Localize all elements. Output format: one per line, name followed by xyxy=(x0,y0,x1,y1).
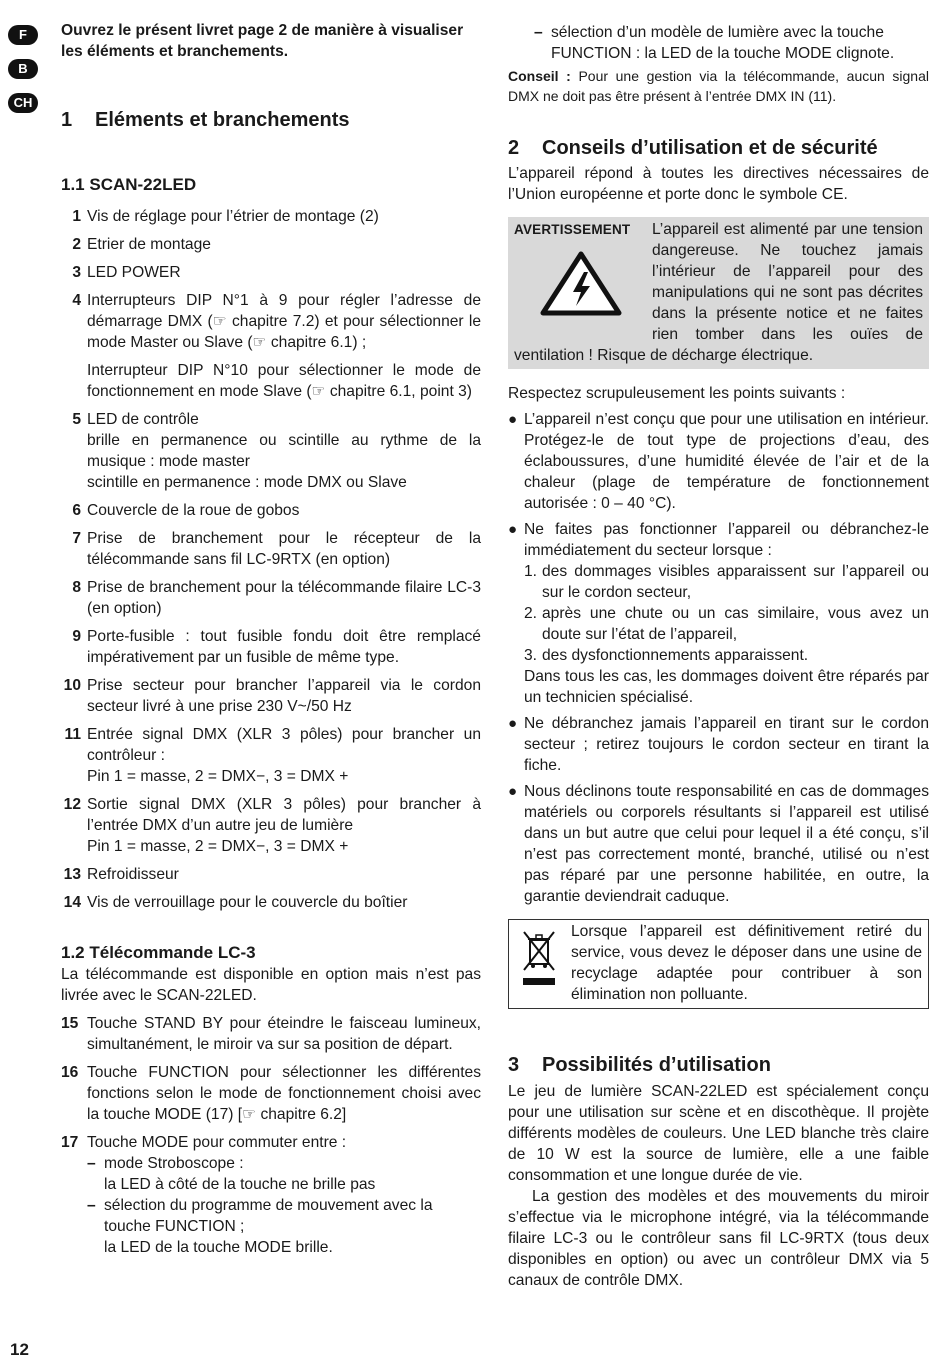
dash-mark: – xyxy=(534,24,543,41)
item-text: Prise de branchement pour le récepteur de la télécommande sans fil LC-9RTX (en option) xyxy=(87,530,481,568)
item-number: 14 xyxy=(63,894,81,911)
dash-text: mode Stroboscope : la LED à côté de la touche ne brille pas xyxy=(104,1155,376,1193)
item-text: Touche FUNCTION pour sélectionner les différentes fonctions selon le mode de fonctionnement choisi avec la touche MODE (17) [☞ chapitre 6.2] xyxy=(87,1064,481,1123)
list-item xyxy=(61,409,481,493)
item-text: Prise de branchement pour la télécommande filaire LC-3 (en option) xyxy=(87,579,481,617)
dash-item xyxy=(534,22,929,64)
ordered-text: des dommages visibles apparaissent sur l’appareil ou sur le cordon secteur, xyxy=(542,563,929,601)
list-item xyxy=(61,724,481,787)
item-number: 11 xyxy=(64,726,81,743)
dash-mark: – xyxy=(87,1155,96,1172)
item-number: 6 xyxy=(72,502,81,519)
bullet-text-continued: Dans tous les cas, les dommages doivent être réparés par un technicien spécialisé. xyxy=(524,668,929,706)
section-1-2-intro: La télécommande est disponible en option mais n’est pas livrée avec le SCAN-22LED. xyxy=(61,966,481,1004)
safety-bullet xyxy=(508,781,929,907)
item-text: Vis de verrouillage pour le couvercle du boîtier xyxy=(87,894,408,911)
language-badge-f: F xyxy=(8,25,38,45)
dash-item xyxy=(87,1195,481,1258)
item-text: Interrupteurs DIP N°1 à 9 pour régler l’adresse de démarrage DMX (☞ chapitre 7.2) et pour sélectionner le mode Master ou Slave (☞ chapitre 6.1) ; xyxy=(87,292,481,351)
warning-box xyxy=(508,217,929,369)
safety-bullet xyxy=(508,409,929,514)
dash-text: sélection d’un modèle de lumière avec la touche FUNCTION : la LED de la touche MODE clignote. xyxy=(551,24,895,62)
bullet-text: Ne faites pas fonctionner l’appareil ou débranchez-le immédiatement du secteur lorsque : xyxy=(524,521,929,559)
item-text: Sortie signal DMX (XLR 3 pôles) pour brancher à l’entrée DMX d’un autre jeu de lumière Pin 1 = masse, 2 = DMX−, 3 = DMX + xyxy=(87,796,481,855)
section-number: 2 xyxy=(508,137,520,159)
page-number: 12 xyxy=(10,1340,29,1359)
remote-list xyxy=(61,1013,481,1258)
list-item xyxy=(61,864,481,885)
item-number: 17 xyxy=(61,1134,79,1151)
item-number xyxy=(61,360,87,402)
list-item xyxy=(61,626,481,668)
item-text: Interrupteur DIP N°10 pour sélectionner le mode de fonctionnement en mode Slave (☞ chapitre 6.1, point 3) xyxy=(87,362,481,400)
item-text: Touche MODE pour commuter entre : xyxy=(87,1134,347,1151)
section-title: Possibilités d’utilisation xyxy=(542,1054,771,1076)
item-text: Refroidisseur xyxy=(87,866,179,883)
element-list xyxy=(61,206,481,913)
bullet-dot: ● xyxy=(508,411,518,428)
item-text: Prise secteur pour brancher l’appareil via le cordon secteur livré à une prise 230 V~/50 Hz xyxy=(87,677,481,715)
item-text: LED POWER xyxy=(87,264,181,281)
section-2-heading xyxy=(508,136,929,160)
tip-label: Conseil : xyxy=(508,68,571,84)
warning-text: L’appareil est alimenté par une tension dangereuse. Ne touchez jamais l’intérieur de l’appareil pour des manipulations qui ne sont pas décrites dans la présente notice et ne faites rien tomber dans les ouïes de ventilation ! Risque de décharge électrique. xyxy=(514,221,923,364)
item-text: Vis de réglage pour l’étrier de montage (2) xyxy=(87,208,379,225)
item-text: LED de contrôle brille en permanence ou scintille au rythme de la musique : mode master scintille en permanence : mode DMX ou Slave xyxy=(87,411,481,491)
list-item xyxy=(61,675,481,717)
item-number: 2 xyxy=(72,236,81,253)
recycling-text: Lorsque l’appareil est définitivement retiré du service, vous devez le déposer dans une usine de recyclage adaptée pour contribuer à son élimination non polluante. xyxy=(571,923,922,1003)
recycling-notice-box xyxy=(508,919,929,1009)
ordered-item xyxy=(524,603,929,645)
warning-label: AVERTISSEMENT xyxy=(514,222,631,237)
crossed-bin-icon xyxy=(519,926,559,990)
item-number: 12 xyxy=(63,796,81,813)
safety-bullet xyxy=(508,519,929,708)
tip-paragraph xyxy=(508,66,929,106)
section-1-2-heading: 1.2 Télécommande LC-3 xyxy=(61,943,256,962)
section-3-heading xyxy=(508,1053,929,1077)
item-text: Etrier de montage xyxy=(87,236,211,253)
list-item xyxy=(61,1013,481,1055)
list-item xyxy=(61,794,481,857)
section-title: Conseils d’utilisation et de sécurité xyxy=(542,137,878,159)
item-number: 1 xyxy=(72,208,81,225)
ordered-item xyxy=(524,561,929,603)
electric-hazard-icon xyxy=(540,250,622,316)
language-badge-ch: CH xyxy=(8,93,38,113)
item-text: Entrée signal DMX (XLR 3 pôles) pour brancher un contrôleur : Pin 1 = masse, 2 = DMX−, 3 = DMX + xyxy=(87,726,481,785)
bullet-dot: ● xyxy=(508,783,518,800)
section-title: Eléments et branchements xyxy=(95,109,350,131)
safety-bullet xyxy=(508,713,929,776)
section-1-1-heading: 1.1 SCAN-22LED xyxy=(61,175,197,194)
bullet-dot: ● xyxy=(508,521,518,538)
item-number: 10 xyxy=(63,677,81,694)
list-item xyxy=(61,500,481,521)
item-text: Couvercle de la roue de gobos xyxy=(87,502,300,519)
bullet-text: L’appareil n’est conçu que pour une utilisation en intérieur. Protégez-le de tout type de projections d’eau, des éclaboussures, d’une humidité élevée de l’air et de la chaleur (plage de température de fonctionnement autorisée : 0 – 40 °C). xyxy=(524,411,929,512)
list-item xyxy=(61,360,481,402)
list-item xyxy=(61,528,481,570)
list-item xyxy=(61,577,481,619)
dash-text: sélection du programme de mouvement avec la touche FUNCTION ; la LED de la touche MODE brille. xyxy=(104,1197,433,1256)
item-number: 9 xyxy=(72,628,81,645)
list-item xyxy=(61,892,481,913)
item-number: 5 xyxy=(72,411,81,428)
respect-text: Respectez scrupuleusement les points suivants : xyxy=(508,385,846,402)
section-number: 1 xyxy=(61,109,73,131)
list-item xyxy=(61,290,481,353)
ordered-number: 1. xyxy=(524,563,538,580)
item-number: 13 xyxy=(63,866,81,883)
item-number: 16 xyxy=(61,1064,79,1081)
section-3-paragraph-1: Le jeu de lumière SCAN-22LED est spécialement conçu pour une utilisation sur scène et en discothèque. Il projète différents modèles de couleurs. Une LED blanche très claire de 10 W est la source de lumière, elle a une faible consommation et une longue durée de vie. xyxy=(508,1083,929,1184)
dash-mark: – xyxy=(87,1197,96,1214)
item-number: 7 xyxy=(72,530,81,547)
item-text: Porte-fusible : tout fusible fondu doit être remplacé impérativement par un fusible de même type. xyxy=(87,628,481,666)
section-number: 3 xyxy=(508,1054,520,1076)
ordered-text: des dysfonctionnements apparaissent. xyxy=(542,647,809,664)
bullet-text: Ne débranchez jamais l’appareil en tirant sur le cordon secteur ; retirez toujours le cordon secteur en tirant la fiche. xyxy=(524,715,929,774)
ordered-number: 2. xyxy=(524,605,538,622)
ordered-item xyxy=(524,645,929,666)
language-badge-b: B xyxy=(8,59,38,79)
bullet-text: Nous déclinons toute responsabilité en cas de dommages matériels ou corporels résultants si l’appareil est utilisé dans un but autre que celui pour lequel il a été conçu, s’il n’est pas correctement monté, branché, utilisé ou n’est pas réparé par une personne habilitée, en outre, la garantie deviendrait caduque. xyxy=(524,783,929,905)
right-column xyxy=(508,22,929,1291)
tip-text: Pour une gestion via la télécommande, aucun signal DMX ne doit pas être présent à l’entrée DMX IN (11). xyxy=(508,68,929,104)
ordered-number: 3. xyxy=(524,647,538,664)
item-number: 3 xyxy=(72,264,81,281)
section-3-paragraph-2: La gestion des modèles et des mouvements du miroir s’effectue via le microphone intégré, via la télécommande filaire LC-3 ou le contrôleur sans fil LC-9RTX (tous deux disponibles en option) ou avec un contrôleur DMX via 5 canaux de contrôle DMX. xyxy=(508,1188,929,1289)
list-item xyxy=(61,262,481,283)
list-item xyxy=(61,1062,481,1125)
item-text: Touche STAND BY pour éteindre le faisceau lumineux, simultanément, le miroir va sur sa position de départ. xyxy=(87,1015,481,1053)
left-column xyxy=(61,20,481,1258)
item-number: 4 xyxy=(72,292,81,309)
dash-item xyxy=(87,1153,481,1195)
intro-text: Ouvrez le présent livret page 2 de manière à visualiser les éléments et branchements. xyxy=(61,22,464,60)
list-item xyxy=(61,206,481,227)
item-number: 15 xyxy=(61,1015,79,1032)
bullet-dot: ● xyxy=(508,715,518,732)
list-item xyxy=(61,234,481,255)
ordered-text: après une chute ou un cas similaire, vous avez un doute sur l’état de l’appareil, xyxy=(542,605,929,643)
list-item xyxy=(61,1132,481,1153)
section-2-intro: L’appareil répond à toutes les directives nécessaires de l’Union européenne et porte donc le symbole CE. xyxy=(508,165,929,203)
section-1-heading xyxy=(61,108,481,132)
item-number: 8 xyxy=(72,579,81,596)
